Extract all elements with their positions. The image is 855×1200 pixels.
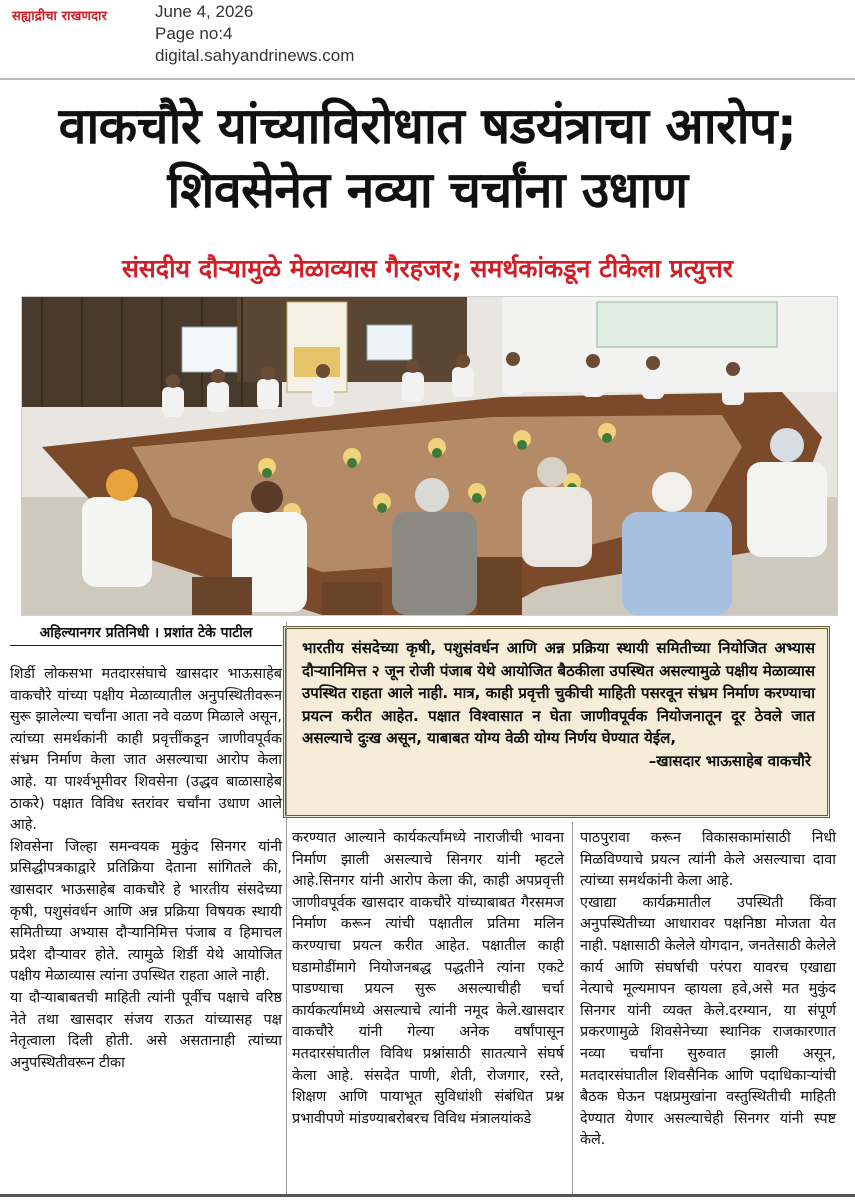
- column-divider: [572, 822, 573, 1194]
- paragraph: पाठपुरावा करून विकासकामांसाठी निधी मिळविण्याचे प्रयत्न त्यांनी केले असल्याचा दावा त्यांच्या समर्थकांनी केला आहे.: [580, 830, 836, 890]
- article-column-1: [10, 664, 282, 1074]
- article-column-3: [580, 828, 836, 1152]
- article-column-2: [292, 828, 564, 1130]
- paragraph: करण्यात आल्याने कार्यकर्त्यांमध्ये नाराजीची भावना निर्माण झाली असल्याचे सिनगर यांनी म्हटले आहे.सिनगर यांनी आरोप केला की, काही अपप्रवृत्ती जाणीवपूर्वक खासदार वाकचौरे यांच्याबाबत गैरसमज निर्माण करून त्यांची पक्षातील प्रतिमा मलिन करण्याचा प्रयत्न करीत आहेत. पक्षातील काही घडामोडींमागे नियोजनबद्ध पद्धतीने त्यांना एकटे पाडण्याचा प्रयत्न सुरू असल्याचीही चर्चा कार्यकर्त्यांमध्ये असल्याचे त्यांनी नमूद केले.खासदार वाकचौरे यांनी गेल्या अनेक वर्षांपासून मतदारसंघातील विविध प्रश्नांसाठी सातत्याने संघर्ष केला आहे. संसदेत पाणी, शेती, रोजगार, रस्ते, शिक्षण आणि पायाभूत सुविधांशी संबंधित प्रश्न प्रभावीपणे मांडण्याबरोबरच विविध मंत्रालयांकडे: [292, 830, 564, 1127]
- page-bottom-rule: [0, 1194, 855, 1197]
- article-subheadline: संसदीय दौऱ्यामुळे मेळाव्यास गैरहजर; समर्थकांकडून टीकेला प्रत्युत्तर: [122, 254, 733, 283]
- column-divider: [286, 622, 287, 1194]
- newspaper-logo: सह्याद्रीचा राखणदार: [12, 9, 108, 24]
- masthead: [0, 0, 855, 80]
- pull-quote-text: भारतीय संसदेच्या कृषी, पशुसंवर्धन आणि अन्न प्रक्रिया स्थायी समितीच्या नियोजित अभ्यास दौऱ्यानिमित्त २ जून रोजी पंजाब येथे आयोजित बैठकीला उपस्थित असल्यामुळे पक्षीय मेळाव्यास उपस्थित राहता आले नाही. मात्र, काही प्रवृत्ती चुकीची माहिती पसरवून संभ्रम निर्माण करण्याचा प्रयत्न करीत आहेत. पक्षात विश्वासात न घेता जाणीवपूर्वक नियोजनातून दूर ठेवले जात असल्याचे दुःख असून, याबाबत योग्य वेळी योग्य निर्णय घेण्यात येईल,: [302, 639, 815, 747]
- edition-date: June 4, 2026: [155, 2, 254, 21]
- meeting-photo: [21, 296, 838, 616]
- article-headline: वाकचौरे यांच्याविरोधात षडयंत्राचा आरोप; शिवसेनेत नव्या चर्चांना उधाण: [58, 97, 797, 219]
- paragraph: या दौऱ्याबाबतची माहिती त्यांनी पूर्वीच पक्षाचे वरिष्ठ नेते तथा खासदार संजय राऊत यांच्यासह पक्ष नेतृत्वाला दिली होती. असे असतानाही त्यांच्या अनुपस्थितीवरून टीका: [10, 989, 282, 1071]
- paragraph: शिवसेना जिल्हा समन्वयक मुकुंद सिनगर यांनी प्रसिद्धीपत्रकाद्वारे प्रतिक्रिया देताना सांगितले की, खासदार भाऊसाहेब वाकचौरे हे भारतीय संसदेच्या कृषी, पशुसंवर्धन आणि अन्न प्रक्रिया विषयक स्थायी समितीच्या अभ्यास दौऱ्यानिमित्त पंजाब व हिमाचल प्रदेश दौऱ्यावर होते. त्यामुळे शिर्डी येथे आयोजित पक्षीय मेळाव्यास त्यांना उपस्थित राहता आले नाही.: [10, 838, 282, 985]
- page-number: Page no:4: [155, 24, 233, 43]
- byline: अहिल्यानगर प्रतिनिधी । प्रशांत टेके पाटील: [10, 624, 282, 646]
- site-url: digital.sahyandrinews.com: [155, 46, 355, 65]
- pull-quote-author: –खासदार भाऊसाहेब वाकचौरे: [648, 751, 811, 770]
- pull-quote-box: [283, 626, 830, 818]
- paragraph: शिर्डी लोकसभा मतदारसंघाचे खासदार भाऊसाहेब वाकचौरे यांच्या पक्षीय मेळाव्यातील अनुपस्थितीवरून सुरू झालेल्या चर्चांना आता नवे वळण मिळाले असून, त्यांच्या समर्थकांनी काही प्रवृत्तींकडून जाणीवपूर्वक संभ्रम निर्माण केला जात असल्याचा आरोप केला आहे. या पार्श्वभूमीवर शिवसेना (उद्धव बाळासाहेब ठाकरे) पक्षात विविध स्तरांवर चर्चांना उधाण आले आहे.: [10, 666, 282, 834]
- paragraph: एखाद्या कार्यक्रमातील उपस्थिती किंवा अनुपस्थितीच्या आधारावर पक्षनिष्ठा मोजता येत नाही. पक्षासाठी केलेले योगदान, जनतेसाठी केलेले कार्य आणि संघर्षाची परंपरा यावरच एखाद्या नेत्याचे मूल्यमापन व्हायला हवे,असे मत मुकुंद सिनगर यांनी व्यक्त केले.दरम्यान, या संपूर्ण प्रकरणामुळे शिवसेनेच्या स्थानिक राजकारणात नव्या चर्चांना सुरुवात झाली असून, मतदारसंघातील शिवसैनिक आणि पदाधिकाऱ्यांची बैठक घेऊन पक्षप्रमुखांना वस्तुस्थितीची माहिती देण्यात येणार असल्याचेही सिनगर यांनी स्पष्ट केले.: [580, 894, 836, 1149]
